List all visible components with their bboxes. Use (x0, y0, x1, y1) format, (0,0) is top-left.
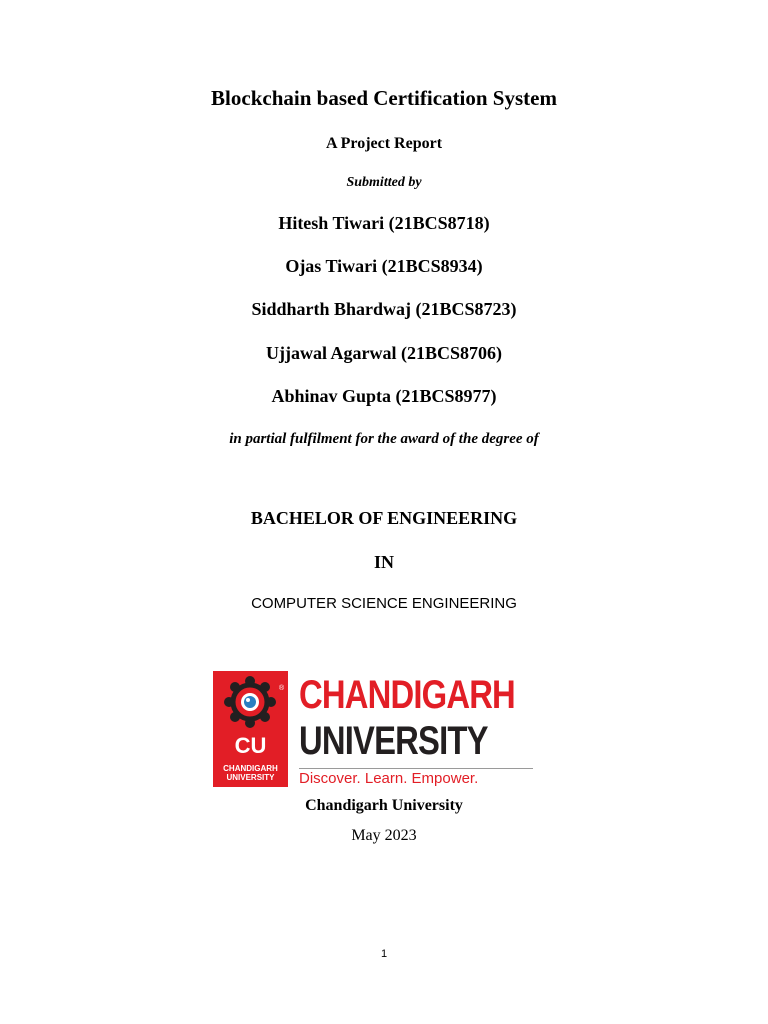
registered-mark: ® (279, 685, 285, 692)
author-name: Abhinav Gupta (21BCS8977) (271, 386, 497, 406)
author-name: Ojas Tiwari (21BCS8934) (285, 256, 483, 276)
author-name: Hitesh Tiwari (21BCS8718) (278, 213, 490, 233)
author-name: Ujjawal Agarwal (21BCS8706) (266, 343, 502, 363)
gear-emblem-icon (213, 671, 288, 733)
logo-wordmark-line2: UNIVERSITY (299, 719, 488, 763)
page-number: 1 (380, 948, 388, 960)
degree-in-label: IN (373, 552, 394, 572)
partial-fulfilment-text: in partial fulfilment for the award of the degree of (229, 431, 539, 447)
university-name: Chandigarh University (305, 797, 463, 814)
logo-box-line1: CHANDIGARH (223, 764, 278, 773)
author-name: Siddharth Bhardwaj (21BCS8723) (251, 299, 517, 319)
report-date: May 2023 (351, 827, 417, 844)
submitted-by-label: Submitted by (346, 175, 422, 190)
report-title: Blockchain based Certification System (211, 86, 557, 110)
logo-cu-text: CU (234, 733, 267, 758)
logo-box-line2: UNIVERSITY (226, 773, 275, 782)
logo-red-box (213, 671, 288, 787)
logo-tagline: Discover. Learn. Empower. (299, 770, 479, 787)
branch-name: COMPUTER SCIENCE ENGINEERING (251, 595, 517, 612)
logo-wordmark-line1: CHANDIGARH (299, 673, 515, 717)
logo-divider (299, 768, 533, 769)
degree-name: BACHELOR OF ENGINEERING (250, 508, 518, 528)
report-subtitle: A Project Report (325, 135, 443, 152)
university-logo (213, 671, 558, 787)
